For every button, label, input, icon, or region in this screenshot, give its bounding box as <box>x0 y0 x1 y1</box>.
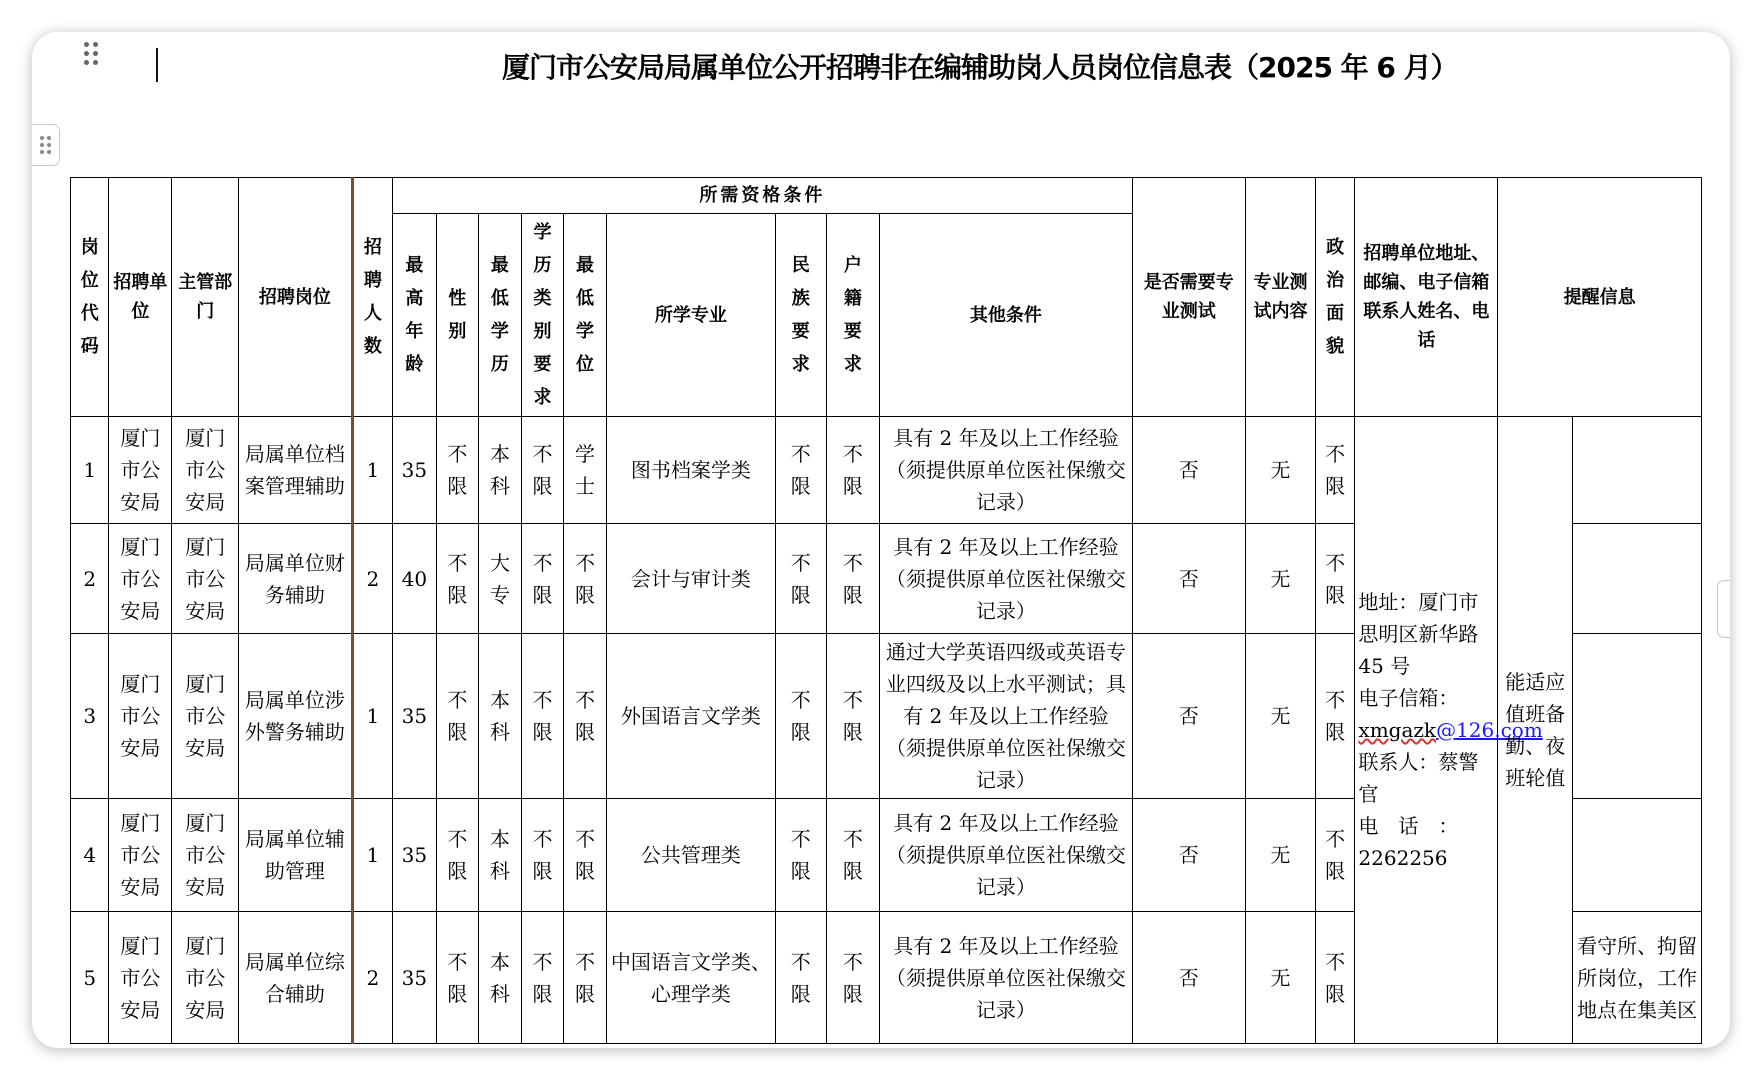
contact-email-link[interactable]: @126.com <box>1436 718 1543 742</box>
cell-major: 会计与审计类 <box>606 524 775 634</box>
cell-gender: 不限 <box>436 799 479 912</box>
text-cursor <box>156 48 158 82</box>
cell-major: 外国语言文学类 <box>606 634 775 799</box>
cell-position: 局属单位财务辅助 <box>239 524 352 634</box>
header-edu-type: 学历类别要求 <box>521 214 564 417</box>
cell-other: 具有 2 年及以上工作经验（须提供原单位医社保缴交记录） <box>880 799 1132 912</box>
cell-other: 具有 2 年及以上工作经验（须提供原单位医社保缴交记录） <box>880 912 1132 1044</box>
header-unit: 招聘单位 <box>109 178 172 417</box>
cell-code: 4 <box>71 799 109 912</box>
cell-position: 局属单位辅助管理 <box>239 799 352 912</box>
cell-test-content: 无 <box>1246 417 1316 524</box>
cell-dept: 厦门市公安局 <box>172 912 239 1044</box>
cell-ethnicity: 不限 <box>775 524 826 634</box>
cell-test-content: 无 <box>1246 634 1316 799</box>
cell-edu-type: 不限 <box>521 634 564 799</box>
cell-reminder-shift: 能适应值班备勤、夜班轮值 <box>1498 417 1573 1044</box>
cell-test-content: 无 <box>1246 912 1316 1044</box>
cell-code: 3 <box>71 634 109 799</box>
cell-dept: 厦门市公安局 <box>172 524 239 634</box>
cell-education: 本科 <box>479 912 522 1044</box>
cell-hukou: 不限 <box>826 799 880 912</box>
cell-edu-type: 不限 <box>521 524 564 634</box>
cell-position: 局属单位档案管理辅助 <box>239 417 352 524</box>
cell-unit: 厦门市公安局 <box>109 524 172 634</box>
cell-count: 2 <box>352 912 393 1044</box>
cell-count: 1 <box>352 634 393 799</box>
contact-phone-label: 电 话 ： <box>1358 814 1459 838</box>
header-major: 所学专业 <box>606 214 775 417</box>
cell-ethnicity: 不限 <box>775 417 826 524</box>
cell-dept: 厦门市公安局 <box>172 634 239 799</box>
cell-major: 图书档案学类 <box>606 417 775 524</box>
cell-reminder-empty <box>1573 524 1702 634</box>
cell-political: 不限 <box>1315 634 1355 799</box>
header-reminder: 提醒信息 <box>1498 178 1702 417</box>
cell-test-content: 无 <box>1246 799 1316 912</box>
header-code: 岗位代码 <box>71 178 109 417</box>
header-row-1 <box>71 178 1702 214</box>
cell-test-required: 否 <box>1132 417 1245 524</box>
cell-age: 35 <box>393 799 437 912</box>
job-info-table <box>70 177 1702 1044</box>
cell-education: 本科 <box>479 799 522 912</box>
cell-degree: 不限 <box>564 634 607 799</box>
cell-ethnicity: 不限 <box>775 634 826 799</box>
cell-hukou: 不限 <box>826 524 880 634</box>
header-other: 其他条件 <box>880 214 1132 417</box>
cell-education: 本科 <box>479 417 522 524</box>
cell-unit: 厦门市公安局 <box>109 417 172 524</box>
document-card <box>32 32 1730 1048</box>
header-contact: 招聘单位地址、邮编、电子信箱联系人姓名、电话 <box>1355 178 1498 417</box>
contact-phone: 2262256 <box>1358 846 1448 870</box>
cell-test-required: 否 <box>1132 912 1245 1044</box>
cell-education: 大专 <box>479 524 522 634</box>
cell-hukou: 不限 <box>826 634 880 799</box>
cell-age: 40 <box>393 524 437 634</box>
cell-edu-type: 不限 <box>521 417 564 524</box>
cell-degree: 不限 <box>564 524 607 634</box>
cell-test-required: 否 <box>1132 634 1245 799</box>
cell-code: 2 <box>71 524 109 634</box>
cell-hukou: 不限 <box>826 417 880 524</box>
cell-reminder-empty <box>1573 634 1702 799</box>
cell-other: 通过大学英语四级或英语专业四级及以上水平测试；具有 2 年及以上工作经验（须提供原单位医社保缴交记录） <box>880 634 1132 799</box>
contact-email-user: xmgazk <box>1358 718 1437 742</box>
cell-political: 不限 <box>1315 912 1355 1044</box>
side-resize-handle[interactable] <box>1717 580 1730 638</box>
cell-code: 1 <box>71 417 109 524</box>
cell-dept: 厦门市公安局 <box>172 799 239 912</box>
header-ethnicity: 民族要求 <box>775 214 826 417</box>
cell-count: 1 <box>352 417 393 524</box>
header-position: 招聘岗位 <box>239 178 352 417</box>
cell-reminder-empty <box>1573 417 1702 524</box>
cell-edu-type: 不限 <box>521 912 564 1044</box>
block-handle-icon[interactable] <box>32 124 60 166</box>
cell-ethnicity: 不限 <box>775 799 826 912</box>
page-title: 厦门市公安局局属单位公开招聘非在编辅助岗人员岗位信息表（2025 年 6 月） <box>502 51 1458 84</box>
cell-test-required: 否 <box>1132 799 1245 912</box>
header-education: 最低学历 <box>479 214 522 417</box>
cell-reminder-empty <box>1573 799 1702 912</box>
cell-age: 35 <box>393 417 437 524</box>
cell-gender: 不限 <box>436 912 479 1044</box>
header-age: 最高年龄 <box>393 214 437 417</box>
header-degree: 最低学位 <box>564 214 607 417</box>
cell-code: 5 <box>71 912 109 1044</box>
header-dept: 主管部门 <box>172 178 239 417</box>
cell-political: 不限 <box>1315 524 1355 634</box>
cell-other: 具有 2 年及以上工作经验（须提供原单位医社保缴交记录） <box>880 524 1132 634</box>
header-gender: 性别 <box>436 214 479 417</box>
cell-degree: 学士 <box>564 417 607 524</box>
contact-person: 联系人：蔡警官 <box>1358 750 1479 806</box>
contact-address: 地址：厦门市思明区新华路 45 号 <box>1358 590 1479 678</box>
cell-test-required: 否 <box>1132 524 1245 634</box>
cell-degree: 不限 <box>564 799 607 912</box>
cell-age: 35 <box>393 634 437 799</box>
cell-count: 1 <box>352 799 393 912</box>
cell-major: 中国语言文学类、心理学类 <box>606 912 775 1044</box>
cell-age: 35 <box>393 912 437 1044</box>
cell-education: 本科 <box>479 634 522 799</box>
cell-unit: 厦门市公安局 <box>109 912 172 1044</box>
cell-gender: 不限 <box>436 417 479 524</box>
contact-email-label: 电子信箱： <box>1358 686 1459 710</box>
cell-political: 不限 <box>1315 417 1355 524</box>
cell-ethnicity: 不限 <box>775 912 826 1044</box>
cell-other: 具有 2 年及以上工作经验（须提供原单位医社保缴交记录） <box>880 417 1132 524</box>
cell-edu-type: 不限 <box>521 799 564 912</box>
cell-unit: 厦门市公安局 <box>109 634 172 799</box>
cell-test-content: 无 <box>1246 524 1316 634</box>
cell-reminder-location: 看守所、拘留所岗位，工作地点在集美区 <box>1573 912 1702 1044</box>
header-qualifications: 所需资格条件 <box>393 178 1132 214</box>
cell-political: 不限 <box>1315 799 1355 912</box>
header-test-content: 专业测试内容 <box>1246 178 1316 417</box>
cell-degree: 不限 <box>564 912 607 1044</box>
header-political: 政治面貌 <box>1315 178 1355 417</box>
cell-major: 公共管理类 <box>606 799 775 912</box>
header-count: 招聘人数 <box>352 178 393 417</box>
cell-unit: 厦门市公安局 <box>109 799 172 912</box>
cell-hukou: 不限 <box>826 912 880 1044</box>
header-test-required: 是否需要专业测试 <box>1132 178 1245 417</box>
cell-position: 局属单位综合辅助 <box>239 912 352 1044</box>
cell-gender: 不限 <box>436 524 479 634</box>
table-row <box>71 417 1702 524</box>
drag-handle-icon[interactable] <box>84 42 100 72</box>
cell-count: 2 <box>352 524 393 634</box>
header-hukou: 户籍要求 <box>826 214 880 417</box>
cell-gender: 不限 <box>436 634 479 799</box>
cell-dept: 厦门市公安局 <box>172 417 239 524</box>
cell-position: 局属单位涉外警务辅助 <box>239 634 352 799</box>
